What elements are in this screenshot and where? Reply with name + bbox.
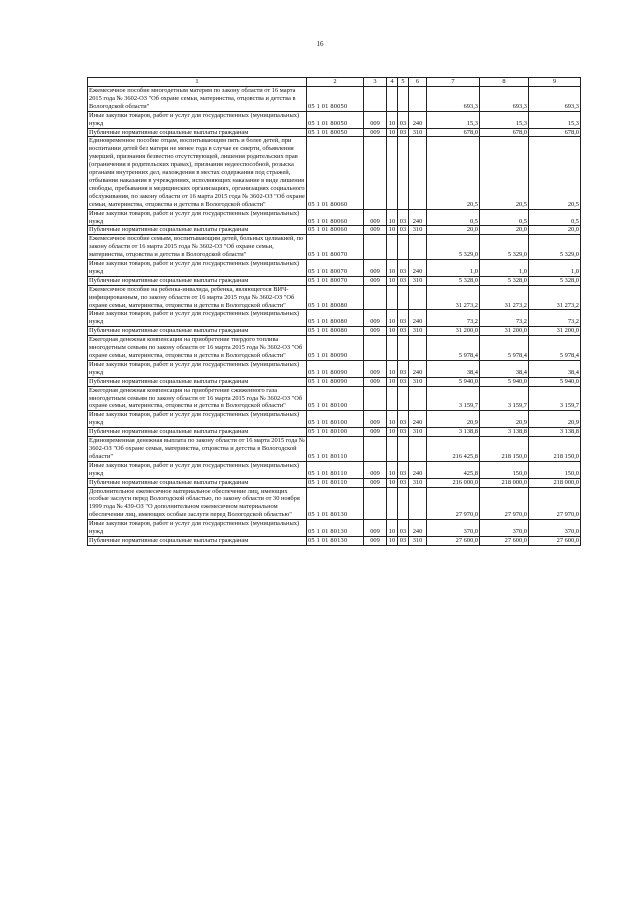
- amount-year-1: 27 970,0: [427, 487, 480, 520]
- row-name: Публичные нормативные социальные выплаты гражданам: [88, 226, 307, 235]
- amount-year-1: 15,3: [427, 111, 480, 128]
- expense-type-code: 310: [409, 327, 427, 336]
- expense-type-code: [409, 87, 427, 112]
- budget-code: 05 1 01 80110: [307, 478, 364, 487]
- amount-year-3: 15,3: [529, 111, 581, 128]
- budget-code: 05 1 01 80060: [307, 226, 364, 235]
- row-name: Единовременная денежная выплата по закону области от 16 марта 2015 года № 3602-ОЗ "Об охране семьи, материнства, отцовства и детства в Вологодской области": [89, 437, 305, 460]
- section-code: 10: [387, 276, 398, 285]
- budget-code: 05 1 01 80090: [307, 360, 364, 377]
- header-cell: 1: [88, 78, 307, 87]
- subsection-code: [398, 386, 409, 411]
- amount-year-3: 27 600,0: [529, 536, 581, 545]
- subsection-code: [398, 235, 409, 260]
- budget-code: 05 1 01 80070: [307, 260, 364, 277]
- budget-code: 05 1 01 80100: [307, 386, 364, 411]
- table-row: [88, 336, 581, 361]
- amount-year-3: 3 159,7: [529, 386, 581, 411]
- expense-type-code: 240: [409, 520, 427, 537]
- department-code: [364, 336, 387, 361]
- expense-type-code: 240: [409, 310, 427, 327]
- amount-year-2: 693,3: [480, 87, 529, 112]
- budget-code: 05 1 01 80050: [307, 128, 364, 137]
- table-row: [88, 260, 581, 277]
- section-code: 10: [387, 327, 398, 336]
- section-code: [387, 437, 398, 462]
- department-code: 009: [364, 128, 387, 137]
- budget-code: 05 1 01 80050: [307, 87, 364, 112]
- row-name: Иные закупки товаров, работ и услуг для государственных (муниципальных) нужд: [88, 520, 307, 537]
- amount-year-1: 20,5: [427, 137, 480, 209]
- subsection-code: [398, 487, 409, 520]
- amount-year-2: 27 600,0: [480, 536, 529, 545]
- amount-year-3: 0,5: [529, 209, 581, 226]
- table-row: [88, 428, 581, 437]
- table-row: [88, 437, 581, 462]
- row-name: Иные закупки товаров, работ и услуг для государственных (муниципальных) нужд: [88, 360, 307, 377]
- table-row: [88, 87, 581, 112]
- section-code: 10: [387, 226, 398, 235]
- table-row: [88, 226, 581, 235]
- row-name: Публичные нормативные социальные выплаты гражданам: [88, 276, 307, 285]
- budget-code: 05 1 01 80130: [307, 520, 364, 537]
- table-row: [88, 360, 581, 377]
- amount-year-3: 5 328,0: [529, 276, 581, 285]
- row-name: Публичные нормативные социальные выплаты гражданам: [88, 327, 307, 336]
- department-code: [364, 285, 387, 310]
- table-row: [88, 461, 581, 478]
- subsection-code: 03: [398, 411, 409, 428]
- amount-year-1: 693,3: [427, 87, 480, 112]
- amount-year-3: 218 000,0: [529, 478, 581, 487]
- expense-type-code: 240: [409, 360, 427, 377]
- table-row: [88, 137, 581, 209]
- section-code: 10: [387, 411, 398, 428]
- amount-year-1: 678,0: [427, 128, 480, 137]
- amount-year-2: 20,0: [480, 226, 529, 235]
- amount-year-3: 38,4: [529, 360, 581, 377]
- budget-code: 05 1 01 80080: [307, 285, 364, 310]
- section-code: 10: [387, 310, 398, 327]
- expense-type-code: [409, 386, 427, 411]
- section-code: [387, 336, 398, 361]
- expense-type-code: [409, 137, 427, 209]
- section-code: 10: [387, 209, 398, 226]
- expense-type-code: 240: [409, 260, 427, 277]
- expense-type-code: 240: [409, 461, 427, 478]
- amount-year-2: 678,0: [480, 128, 529, 137]
- expense-type-code: 240: [409, 411, 427, 428]
- amount-year-3: 370,0: [529, 520, 581, 537]
- department-code: 009: [364, 377, 387, 386]
- section-code: 10: [387, 260, 398, 277]
- section-code: [387, 386, 398, 411]
- department-code: [364, 386, 387, 411]
- table-row: [88, 478, 581, 487]
- amount-year-3: 678,0: [529, 128, 581, 137]
- header-cell: 3: [364, 78, 387, 87]
- section-code: 10: [387, 360, 398, 377]
- amount-year-3: 5 329,0: [529, 235, 581, 260]
- budget-code: 05 1 01 80060: [307, 209, 364, 226]
- table-body: [88, 78, 581, 546]
- amount-year-2: 20,9: [480, 411, 529, 428]
- subsection-code: 03: [398, 478, 409, 487]
- amount-year-2: 38,4: [480, 360, 529, 377]
- budget-code: 05 1 01 80100: [307, 411, 364, 428]
- row-name: Иные закупки товаров, работ и услуг для государственных (муниципальных) нужд: [88, 461, 307, 478]
- row-name: Ежегодная денежная компенсация на приобретение сжиженного газа многодетным семьям по закону области от 16 марта 2015 года № 3602-ОЗ "Об охране семьи, материнства, отцовства и детства в Вологодской области": [88, 386, 307, 411]
- amount-year-1: 0,5: [427, 209, 480, 226]
- header-cell: 5: [398, 78, 409, 87]
- subsection-code: 03: [398, 209, 409, 226]
- budget-code: 05 1 01 80080: [307, 310, 364, 327]
- amount-year-2: 73,2: [480, 310, 529, 327]
- amount-year-1: 425,8: [427, 461, 480, 478]
- section-code: [387, 487, 398, 520]
- amount-year-1: 20,9: [427, 411, 480, 428]
- table-row: [88, 128, 581, 137]
- department-code: 009: [364, 111, 387, 128]
- row-name: Иные закупки товаров, работ и услуг для государственных (муниципальных) нужд: [88, 310, 307, 327]
- amount-year-2: 218 000,0: [480, 478, 529, 487]
- expense-type-code: 310: [409, 428, 427, 437]
- amount-year-2: 3 159,7: [480, 386, 529, 411]
- header-cell: 9: [529, 78, 581, 87]
- budget-code: 05 1 01 80110: [307, 437, 364, 462]
- amount-year-2: 5 978,4: [480, 336, 529, 361]
- amount-year-2: 27 970,0: [480, 487, 529, 520]
- table-row: [88, 111, 581, 128]
- amount-year-2: 0,5: [480, 209, 529, 226]
- department-code: 009: [364, 260, 387, 277]
- amount-year-1: 5 940,0: [427, 377, 480, 386]
- amount-year-1: 31 273,2: [427, 285, 480, 310]
- amount-year-2: 15,3: [480, 111, 529, 128]
- amount-year-1: 5 329,0: [427, 235, 480, 260]
- amount-year-3: 27 970,0: [529, 487, 581, 520]
- amount-year-2: 5 940,0: [480, 377, 529, 386]
- expense-type-code: 310: [409, 478, 427, 487]
- expense-type-code: [409, 235, 427, 260]
- table-row: [88, 276, 581, 285]
- amount-year-2: 20,5: [480, 137, 529, 209]
- subsection-code: 03: [398, 260, 409, 277]
- section-code: 10: [387, 428, 398, 437]
- subsection-code: 03: [398, 360, 409, 377]
- amount-year-1: 27 600,0: [427, 536, 480, 545]
- table-row: [88, 377, 581, 386]
- table-row: [88, 536, 581, 545]
- amount-year-2: 218 150,0: [480, 437, 529, 462]
- expense-type-code: 310: [409, 377, 427, 386]
- amount-year-3: 150,0: [529, 461, 581, 478]
- row-name: Публичные нормативные социальные выплаты гражданам: [88, 478, 307, 487]
- row-name: Единовременное пособие отцам, воспитывающим пять и более детей, при воспитании детей без матери не менее года в случае ее смерти, объявления умершей, признания безвестно отсутствующей, лишения родительских прав (ограничения в родительских правах), признания недееспособной, розыска органами внутренних дел, нахождения в местах содержания под стражей, отбывания наказания в учреждениях, исполняющих наказание в виде лишения свободы, пребывания в медицинских организациях, организациях социального обслуживания, по закону области от 16 марта 2015 года № 3602-ОЗ "Об охране семьи, материнства, отцовства и детства в Вологодской области": [89, 137, 305, 208]
- section-code: 10: [387, 461, 398, 478]
- section-code: 10: [387, 520, 398, 537]
- subsection-code: 03: [398, 520, 409, 537]
- subsection-code: [398, 285, 409, 310]
- department-code: 009: [364, 226, 387, 235]
- amount-year-2: 5 328,0: [480, 276, 529, 285]
- subsection-code: 03: [398, 310, 409, 327]
- row-name: Дополнительное ежемесячное материальное обеспечение лиц, имеющих особые заслуги перед Вологодской областью, по закону области от 30 ноября 1999 года № 439-ОЗ "О дополнительном ежемесячном материальном обеспечении лиц, имеющих особые заслуги перед Вологодской областью": [88, 487, 307, 520]
- expense-type-code: 310: [409, 128, 427, 137]
- budget-code: 05 1 01 80050: [307, 111, 364, 128]
- budget-code: 05 1 01 80080: [307, 327, 364, 336]
- expense-type-code: [409, 336, 427, 361]
- expense-type-code: [409, 285, 427, 310]
- amount-year-1: 38,4: [427, 360, 480, 377]
- department-code: [364, 437, 387, 462]
- department-code: 009: [364, 310, 387, 327]
- section-code: [387, 137, 398, 209]
- department-code: [364, 487, 387, 520]
- table-row: [88, 411, 581, 428]
- subsection-code: [398, 437, 409, 462]
- amount-year-3: 218 150,0: [529, 437, 581, 462]
- amount-year-3: 31 273,2: [529, 285, 581, 310]
- row-name: Ежемесячное пособие на ребенка-инвалида, ребенка, являющегося ВИЧ-инфицированным, по закону области от 16 марта 2015 года № 3602-ОЗ "Об охране семьи, материнства, отцовства и детства в Вологодской области": [88, 285, 307, 310]
- expense-type-code: [409, 437, 427, 462]
- budget-code: 05 1 01 80070: [307, 235, 364, 260]
- amount-year-2: 31 273,2: [480, 285, 529, 310]
- amount-year-3: 31 200,0: [529, 327, 581, 336]
- expense-type-code: 240: [409, 111, 427, 128]
- amount-year-2: 31 200,0: [480, 327, 529, 336]
- amount-year-2: 5 329,0: [480, 235, 529, 260]
- department-code: 009: [364, 461, 387, 478]
- amount-year-1: 1,0: [427, 260, 480, 277]
- department-code: [364, 137, 387, 209]
- budget-code: 05 1 01 80130: [307, 536, 364, 545]
- expense-type-code: 240: [409, 209, 427, 226]
- expense-type-code: 310: [409, 536, 427, 545]
- amount-year-3: 20,9: [529, 411, 581, 428]
- amount-year-3: 73,2: [529, 310, 581, 327]
- amount-year-1: 5 328,0: [427, 276, 480, 285]
- amount-year-3: 20,0: [529, 226, 581, 235]
- subsection-code: 03: [398, 536, 409, 545]
- expense-type-code: [409, 487, 427, 520]
- amount-year-2: 370,0: [480, 520, 529, 537]
- department-code: [364, 235, 387, 260]
- subsection-code: 03: [398, 111, 409, 128]
- section-code: 10: [387, 377, 398, 386]
- section-code: 10: [387, 536, 398, 545]
- budget-code: 05 1 01 80090: [307, 377, 364, 386]
- budget-code: 05 1 01 80110: [307, 461, 364, 478]
- header-cell: 6: [409, 78, 427, 87]
- amount-year-2: 1,0: [480, 260, 529, 277]
- department-code: [364, 87, 387, 112]
- amount-year-1: 73,2: [427, 310, 480, 327]
- header-cell: 7: [427, 78, 480, 87]
- amount-year-3: 20,5: [529, 137, 581, 209]
- row-name: Ежегодная денежная компенсация на приобретение твердого топлива многодетным семьям по закону области от 16 марта 2015 года № 3602-ОЗ "Об охране семьи, материнства, отцовства и детства в Вологодской области": [88, 336, 307, 361]
- subsection-code: [398, 87, 409, 112]
- department-code: 009: [364, 520, 387, 537]
- department-code: 009: [364, 360, 387, 377]
- row-name: Публичные нормативные социальные выплаты гражданам: [88, 377, 307, 386]
- table-row: [88, 520, 581, 537]
- table-row: [88, 235, 581, 260]
- header-row: [88, 78, 581, 87]
- amount-year-3: 3 138,8: [529, 428, 581, 437]
- section-code: [387, 87, 398, 112]
- subsection-code: 03: [398, 428, 409, 437]
- budget-code: 05 1 01 80100: [307, 428, 364, 437]
- expense-type-code: 310: [409, 276, 427, 285]
- department-code: 009: [364, 411, 387, 428]
- amount-year-2: 3 138,8: [480, 428, 529, 437]
- row-name: Ежемесячное пособие семьям, воспитывающим детей, больных целиакией, по закону области от 16 марта 2015 года № 3602-ОЗ "Об охране семьи, материнства, отцовства и детства в Вологодской области": [88, 235, 307, 260]
- budget-code: 05 1 01 80090: [307, 336, 364, 361]
- department-code: 009: [364, 536, 387, 545]
- subsection-code: 03: [398, 461, 409, 478]
- subsection-code: 03: [398, 377, 409, 386]
- budget-code: 05 1 01 80130: [307, 487, 364, 520]
- section-code: [387, 285, 398, 310]
- table-row: [88, 310, 581, 327]
- subsection-code: [398, 137, 409, 209]
- expense-type-code: 310: [409, 226, 427, 235]
- budget-code: 05 1 01 80060: [307, 137, 364, 209]
- table-row: [88, 487, 581, 520]
- amount-year-3: 5 978,4: [529, 336, 581, 361]
- amount-year-1: 3 159,7: [427, 386, 480, 411]
- amount-year-3: 693,3: [529, 87, 581, 112]
- subsection-code: 03: [398, 276, 409, 285]
- department-code: 009: [364, 209, 387, 226]
- section-code: 10: [387, 478, 398, 487]
- header-cell: 4: [387, 78, 398, 87]
- amount-year-1: 5 978,4: [427, 336, 480, 361]
- row-name: Иные закупки товаров, работ и услуг для государственных (муниципальных) нужд: [88, 260, 307, 277]
- amount-year-2: 150,0: [480, 461, 529, 478]
- subsection-code: [398, 336, 409, 361]
- header-cell: 2: [307, 78, 364, 87]
- row-name: Иные закупки товаров, работ и услуг для государственных (муниципальных) нужд: [88, 111, 307, 128]
- row-name: Публичные нормативные социальные выплаты гражданам: [88, 428, 307, 437]
- amount-year-1: 216 425,8: [427, 437, 480, 462]
- amount-year-1: 370,0: [427, 520, 480, 537]
- amount-year-1: 20,0: [427, 226, 480, 235]
- amount-year-1: 216 000,0: [427, 478, 480, 487]
- department-code: 009: [364, 428, 387, 437]
- amount-year-3: 5 940,0: [529, 377, 581, 386]
- department-code: 009: [364, 478, 387, 487]
- row-name: Публичные нормативные социальные выплаты гражданам: [88, 536, 307, 545]
- department-code: 009: [364, 327, 387, 336]
- row-name: Публичные нормативные социальные выплаты гражданам: [88, 128, 307, 137]
- amount-year-1: 3 138,8: [427, 428, 480, 437]
- amount-year-1: 31 200,0: [427, 327, 480, 336]
- row-name: Иные закупки товаров, работ и услуг для государственных (муниципальных) нужд: [88, 411, 307, 428]
- table-row: [88, 386, 581, 411]
- budget-code: 05 1 01 80070: [307, 276, 364, 285]
- header-cell: 8: [480, 78, 529, 87]
- amount-year-3: 1,0: [529, 260, 581, 277]
- row-name: Ежемесячное пособие многодетным матерям по закону области от 16 марта 2015 года № 3602-ОЗ "Об охране семьи, материнства, отцовства и детства в Вологодской области": [88, 87, 307, 112]
- row-name: Иные закупки товаров, работ и услуг для государственных (муниципальных) нужд: [88, 209, 307, 226]
- department-code: 009: [364, 276, 387, 285]
- section-code: 10: [387, 128, 398, 137]
- page-number: 16: [316, 40, 324, 48]
- subsection-code: 03: [398, 226, 409, 235]
- table-row: [88, 327, 581, 336]
- subsection-code: 03: [398, 327, 409, 336]
- subsection-code: 03: [398, 128, 409, 137]
- section-code: [387, 235, 398, 260]
- budget-table: [87, 77, 581, 546]
- section-code: 10: [387, 111, 398, 128]
- table-row: [88, 209, 581, 226]
- table-row: [88, 285, 581, 310]
